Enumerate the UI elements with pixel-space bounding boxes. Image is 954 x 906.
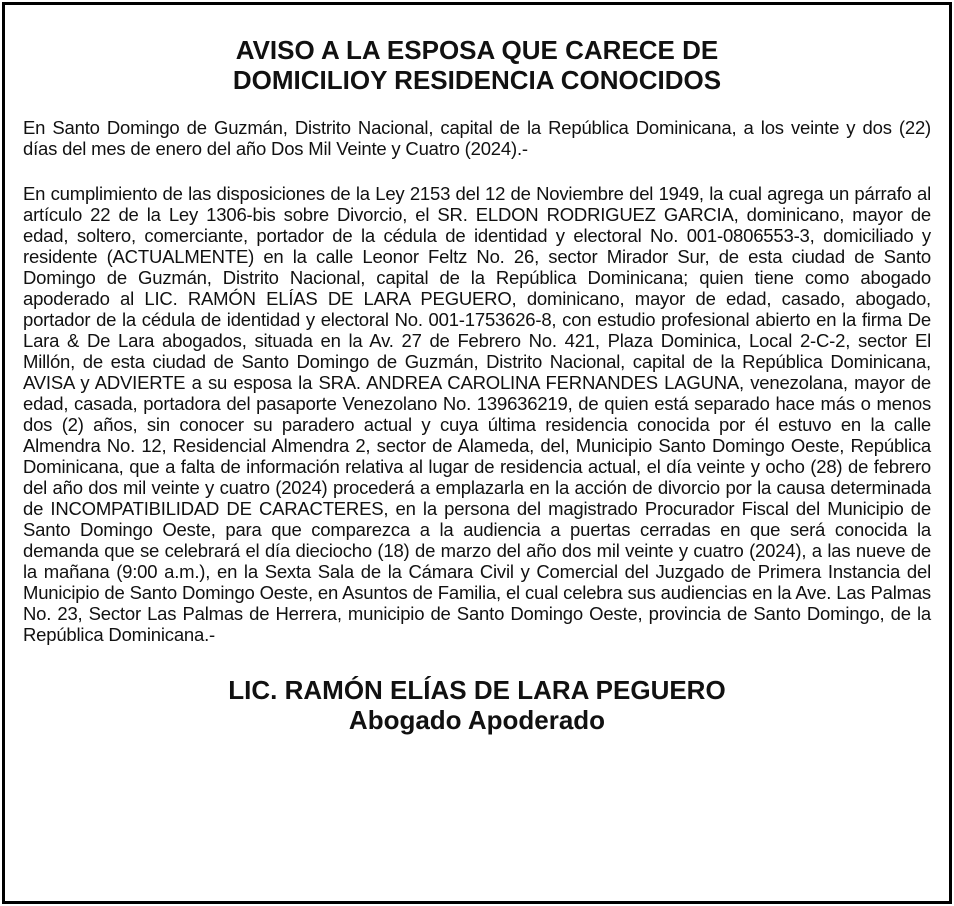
notice-title-line1: AVISO A LA ESPOSA QUE CARECE DE (235, 35, 719, 65)
signature-name: LIC. RAMÓN ELÍAS DE LARA PEGUERO (228, 675, 726, 705)
notice-content (23, 35, 931, 735)
notice-title-line2: DOMICILIOY RESIDENCIA CONOCIDOS (232, 65, 722, 95)
notice-border (2, 2, 952, 904)
date-paragraph: En Santo Domingo de Guzmán, Distrito Nacional, capital de la República Dominicana, a los veinte y dos (22) días del mes de enero del año Dos Mil Veinte y Cuatro (2024).- (23, 117, 931, 159)
notice-title (23, 35, 931, 95)
body-paragraph: En cumplimiento de las disposiciones de la Ley 2153 del 12 de Noviembre del 1949, la cual agrega un párrafo al artículo 22 de la Ley 1306-bis sobre Divorcio, el SR. ELDON RODRIGUEZ GARCIA, dominicano, mayor de edad, soltero, comerciante, portador de la cédula de identidad y electoral No. 001-0806553-3, domiciliado y residente (ACTUALMENTE) en la calle Leonor Feltz No. 26, sector Mirador Sur, de esta ciudad de Santo Domingo de Guzmán, Distrito Nacional, capital de la República Dominicana; quien tiene como abogado apoderado al LIC. RAMÓN ELÍAS DE LARA PEGUERO, dominicano, mayor de edad, casado, abogado, portador de la cédula de identidad y electoral No. 001-1753626-8, con estudio profesional abierto en la firma De Lara & De Lara abogados, situada en la Av. 27 de Febrero No. 421, Plaza Dominica, Local 2-C-2, sector El Millón, de esta ciudad de Santo Domingo de Guzmán, Distrito Nacional, capital de la República Dominicana, AVISA y ADVIERTE a su esposa la SRA. ANDREA CAROLINA FERNANDES LAGUNA, venezolana, mayor de edad, casada, portadora del pasaporte Venezolano No. 139636219, de quien está separado hace más o menos dos (2) años, sin conocer su paradero actual y cuya última residencia conocida por él estuvo en la calle Almendra No. 12, Residencial Almendra 2, sector de Alameda, del, Municipio Santo Domingo Oeste, República Dominicana, que a falta de información relativa al lugar de residencia actual, el día veinte y ocho (28) de febrero del año dos mil veinte y cuatro (2024) procederá a emplazarla en la acción de divorcio por la causa determinada de INCOMPATIBILIDAD DE CARACTERES, en la persona del magistrado Procurador Fiscal del Municipio de Santo Domingo Oeste, para que comparezca a la audiencia a puertas cerradas en que será conocida la demanda que se celebrará el día dieciocho (18) de marzo del año dos mil veinte y cuatro (2024), a las nueve de la mañana (9:00 a.m.), en la Sexta Sala de la Cámara Civil y Comercial del Juzgado de Primera Instancia del Municipio de Santo Domingo Oeste, en Asuntos de Familia, el cual celebra sus audiencias en la Ave. Las Palmas No. 23, Sector Las Palmas de Herrera, municipio de Santo Domingo Oeste, provincia de Santo Domingo, de la República Dominicana.- (23, 183, 931, 645)
signature-role: Abogado Apoderado (348, 705, 606, 735)
signature-block (23, 675, 931, 735)
